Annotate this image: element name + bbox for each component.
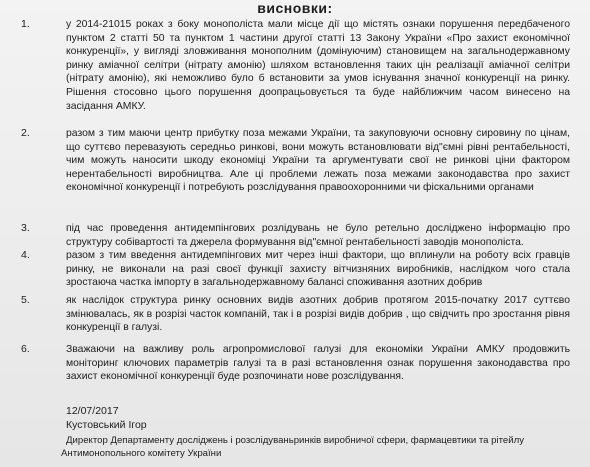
item-text: як наслідок структура ринку основних видів азотних добрив протягом 2015-початку 2017 суттєво змінювалась, як в розрізі часток компаній, так і в розрізі видів добрив , що свідчить про зростання рівня конкуренції в галузі.	[66, 295, 570, 334]
item-number: 2.	[21, 127, 30, 139]
signature-date: 12/07/2017	[66, 405, 119, 417]
signature-name: Кустовський Ігор	[66, 419, 147, 431]
item-text: разом з тим маючи центр прибутку поза межами України, та закуповуючи основну сировину по цінам, що суттєво перевазують середньо ринкові, вони можуть встановлювати від"ємні рівні рентабельності, чим можуть наносити шкоду економіці України та аргументувати свої не ринкові ціни фактором нерентабельності виробництва. Але ці проблеми лежать поза межами законодавства про захист економічної конкуренції і потребують розслідування правоохоронними чи фіскальними органами	[66, 128, 570, 194]
item-text: разом з тим введення антидемпінгових мит через інші фактори, що вплинули на роботу всіх гравців ринку, не виконали на разі своєї функції захисту вітчизняних виробників, наслідком чого стала зростаюча частка імпорту в загальнодержавному балансі споживання азотних добрив	[66, 250, 570, 289]
signature-organization: Антимонопольного комітету України	[61, 448, 222, 459]
item-text: у 2014-21015 роках з боку монополіста мали місце дії що містять ознаки порушення передбаченого пунктом 2 статті 50 та пунктом 1 частини другої статті 13 Закону України «Про захист економічної конкуренції», у вигляді зловживання монополним (домінуючим) становищем на загальнодержавному ринку аміачної селітри (нітрату амонію) шляхом встановлення таких цін реалізації аміачної селітри (нітрату амонію), які неможливо було б встановити за умов існування значної конкуренції на ринку. Рішення стосовно цього порушення доопрацьовується та буде найближчим часом винесено на засідання АМКУ.	[66, 19, 570, 112]
item-text: під час проведення антидемпінгових розлідувань не було ретельно досліджено інформацію про структуру собівартості та джерела формування від"ємної рентабельності заводів монополіста.	[66, 223, 570, 248]
item-number: 5.	[21, 294, 30, 306]
item-number: 1.	[21, 18, 30, 30]
item-text: Зважаючи на важливу роль агропромислової галузі для економіки України АМКУ продовжить моніторинг ключових параметрів галузі та в разі встановлення ознак порушення законодавства про захист економічної конкуренції буде розпочинати нове розслідування.	[66, 344, 570, 383]
document-title: висновки:	[257, 0, 333, 16]
item-number: 4.	[21, 249, 30, 261]
signature-position: Директор Департаменту досліджень і розслідуваньринків виробничої сфери, фармацевтики та рітейлу	[66, 435, 525, 446]
item-number: 3.	[21, 222, 30, 234]
item-number: 6.	[21, 343, 30, 355]
